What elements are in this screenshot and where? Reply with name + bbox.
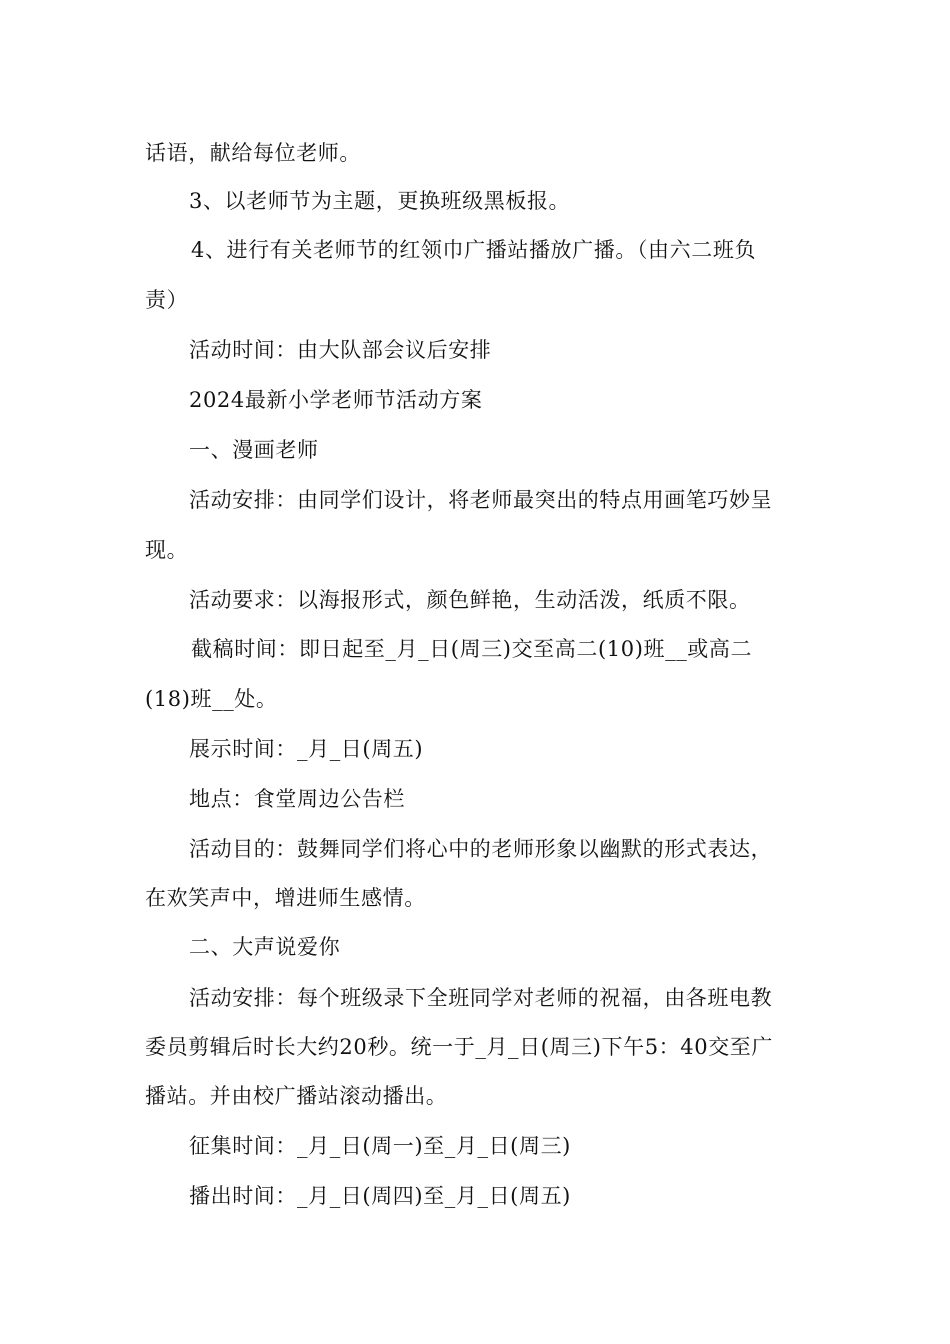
text-line: 话语，献给每位老师。 bbox=[145, 141, 361, 165]
text-line: 2024最新小学老师节活动方案 bbox=[189, 388, 483, 412]
text-line: 播出时间：_月_日(周四)至_月_日(周五) bbox=[189, 1184, 571, 1208]
text-line: 展示时间：_月_日(周五) bbox=[189, 737, 424, 761]
text-line: (18)班__处。 bbox=[145, 687, 278, 711]
section-heading: 一、漫画老师 bbox=[189, 438, 319, 462]
text-line: 在欢笑声中，增进师生感情。 bbox=[145, 886, 426, 910]
text-line: 活动安排：每个班级录下全班同学对老师的祝福，由各班电教 bbox=[189, 986, 773, 1010]
text-line: 责） bbox=[145, 288, 189, 312]
text-line: 3、以老师节为主题，更换班级黑板报。 bbox=[189, 189, 571, 213]
text-line: 现。 bbox=[145, 538, 189, 562]
text-line: 4、进行有关老师节的红领巾广播站播放广播。（由六二班负 bbox=[191, 238, 757, 262]
text-line: 活动时间：由大队部会议后安排 bbox=[189, 338, 492, 362]
text-line: 委员剪辑后时长大约20秒。统一于_月_日(周三)下午5：40交至广 bbox=[145, 1035, 773, 1059]
text-line: 活动安排：由同学们设计，将老师最突出的特点用画笔巧妙呈 bbox=[189, 488, 773, 512]
text-line: 活动要求：以海报形式，颜色鲜艳，生动活泼，纸质不限。 bbox=[189, 588, 751, 612]
section-heading: 二、大声说爱你 bbox=[189, 935, 341, 959]
text-line: 活动目的：鼓舞同学们将心中的老师形象以幽默的形式表达， bbox=[189, 837, 773, 861]
text-line: 征集时间：_月_日(周一)至_月_日(周三) bbox=[189, 1134, 571, 1158]
text-line: 地点：食堂周边公告栏 bbox=[189, 787, 405, 811]
text-line: 播站。并由校广播站滚动播出。 bbox=[145, 1084, 448, 1108]
text-line: 截稿时间：即日起至_月_日(周三)交至高二(10)班__或高二 bbox=[191, 637, 753, 661]
